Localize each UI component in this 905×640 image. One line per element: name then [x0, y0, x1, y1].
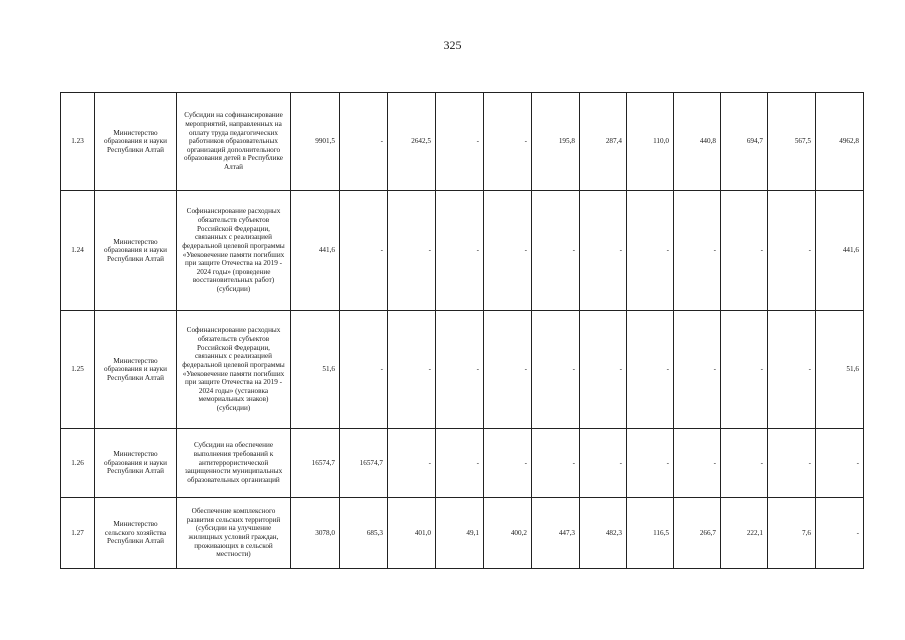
table-row: [61, 93, 864, 191]
value-cell: -: [532, 429, 580, 498]
value-cell: 447,3: [532, 498, 580, 569]
value-cell: -: [484, 93, 532, 191]
organization-cell: Министерство образования и науки Республики Алтай: [95, 191, 177, 311]
value-cell: 16574,7: [340, 429, 388, 498]
organization-cell: Министерство образования и науки Республики Алтай: [95, 429, 177, 498]
organization-cell: Министерство сельского хозяйства Республики Алтай: [95, 498, 177, 569]
row-number-cell: 1.23: [61, 93, 95, 191]
row-number-cell: 1.26: [61, 429, 95, 498]
value-cell: -: [436, 429, 484, 498]
value-cell: -: [436, 311, 484, 429]
value-cell: -: [627, 311, 674, 429]
value-cell: 266,7: [674, 498, 721, 569]
value-cell: 222,1: [721, 498, 768, 569]
value-cell: -: [484, 191, 532, 311]
value-cell: -: [768, 191, 816, 311]
value-cell: -: [532, 191, 580, 311]
value-cell: 51,6: [291, 311, 340, 429]
value-cell: -: [340, 191, 388, 311]
value-cell: 7,6: [768, 498, 816, 569]
table-row: [61, 191, 864, 311]
value-cell: 441,6: [291, 191, 340, 311]
value-cell: 195,8: [532, 93, 580, 191]
value-cell: -: [816, 429, 864, 498]
value-cell: -: [484, 311, 532, 429]
value-cell: 401,0: [388, 498, 436, 569]
organization-cell: Министерство образования и науки Республики Алтай: [95, 311, 177, 429]
value-cell: 287,4: [580, 93, 627, 191]
value-cell: -: [674, 311, 721, 429]
value-cell: 116,5: [627, 498, 674, 569]
value-cell: 441,6: [816, 191, 864, 311]
value-cell: 2642,5: [388, 93, 436, 191]
description-cell: Субсидии на обеспечение выполнения требований к антитеррористической защищенности муниципальных образовательных организаций: [177, 429, 291, 498]
value-cell: -: [484, 429, 532, 498]
page-number: 325: [443, 38, 462, 52]
value-cell: 482,3: [580, 498, 627, 569]
value-cell: 49,1: [436, 498, 484, 569]
value-cell: -: [816, 498, 864, 569]
organization-cell: Министерство образования и науки Республики Алтай: [95, 93, 177, 191]
value-cell: 400,2: [484, 498, 532, 569]
budget-table: [60, 92, 864, 569]
value-cell: -: [340, 311, 388, 429]
table-row: [61, 429, 864, 498]
value-cell: 51,6: [816, 311, 864, 429]
row-number-cell: 1.25: [61, 311, 95, 429]
value-cell: 567,5: [768, 93, 816, 191]
description-cell: Субсидии на софинансирование мероприятий, направленных на оплату труда педагогических работников образовательных организаций дополнительного образования детей в Республике Алтай: [177, 93, 291, 191]
row-number-cell: 1.27: [61, 498, 95, 569]
row-number-cell: 1.24: [61, 191, 95, 311]
value-cell: -: [580, 429, 627, 498]
description-cell: Обеспечение комплексного развития сельских территорий (субсидии на улучшение жилищных условий граждан, проживающих в сельской местности): [177, 498, 291, 569]
table-row: [61, 311, 864, 429]
value-cell: 16574,7: [291, 429, 340, 498]
value-cell: -: [674, 429, 721, 498]
value-cell: 4962,8: [816, 93, 864, 191]
value-cell: -: [580, 311, 627, 429]
value-cell: -: [340, 93, 388, 191]
value-cell: -: [721, 191, 768, 311]
value-cell: -: [388, 429, 436, 498]
value-cell: -: [768, 429, 816, 498]
value-cell: -: [580, 191, 627, 311]
value-cell: -: [674, 191, 721, 311]
value-cell: -: [532, 311, 580, 429]
value-cell: -: [721, 311, 768, 429]
value-cell: 110,0: [627, 93, 674, 191]
value-cell: -: [627, 191, 674, 311]
value-cell: 694,7: [721, 93, 768, 191]
description-cell: Софинансирование расходных обязательств субъектов Российской Федерации, связанных с реализацией федеральной целевой программы «Увековечение памяти погибших при защите Отечества на 2019 - 2024 годы» (установка мемориальных знаков) (субсидии): [177, 311, 291, 429]
value-cell: 685,3: [340, 498, 388, 569]
value-cell: 9901,5: [291, 93, 340, 191]
value-cell: -: [388, 191, 436, 311]
value-cell: -: [436, 93, 484, 191]
value-cell: 440,8: [674, 93, 721, 191]
value-cell: -: [768, 311, 816, 429]
value-cell: -: [436, 191, 484, 311]
table-row: [61, 498, 864, 569]
value-cell: 3078,0: [291, 498, 340, 569]
value-cell: -: [388, 311, 436, 429]
value-cell: -: [721, 429, 768, 498]
description-cell: Софинансирование расходных обязательств субъектов Российской Федерации, связанных с реализацией федеральной целевой программы «Увековечение памяти погибших при защите Отечества на 2019 - 2024 годы» (проведение восстановительных работ) (субсидии): [177, 191, 291, 311]
value-cell: -: [627, 429, 674, 498]
